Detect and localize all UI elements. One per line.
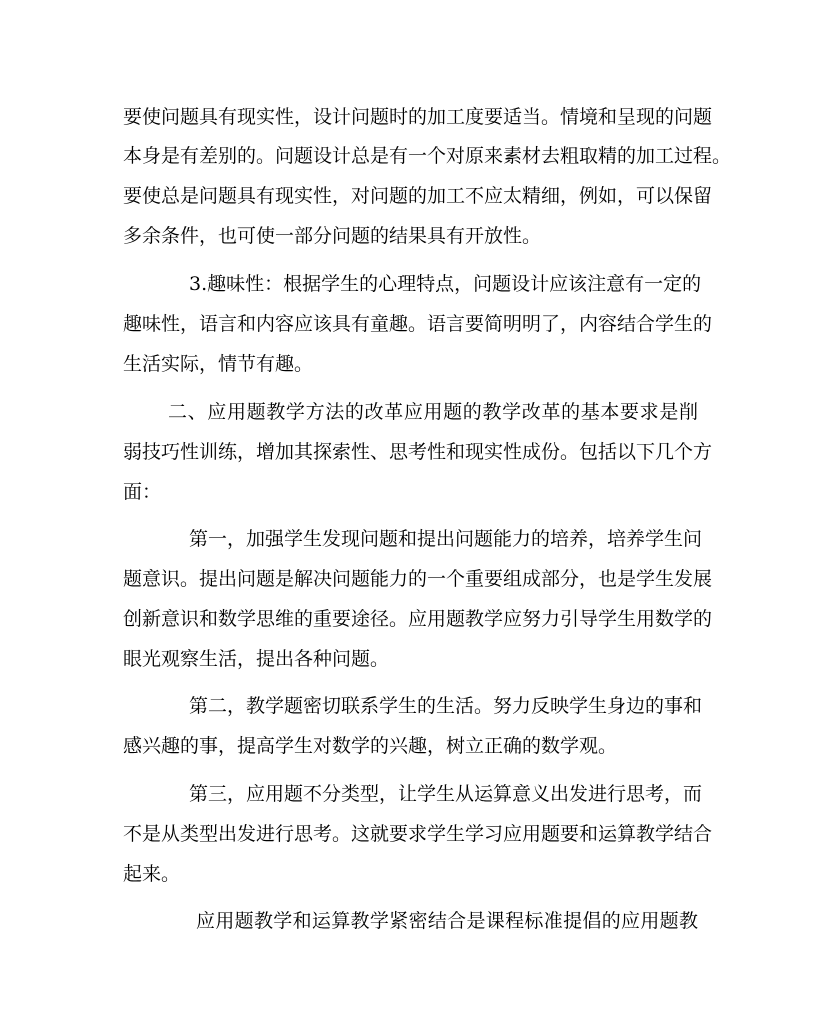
paragraph-1-line-3: 要使总是问题具有现实性，对问题的加工不应太精细，例如，可以保留 bbox=[123, 185, 713, 207]
paragraph-4-line-2: 题意识。提出问题是解决问题能力的一个重要组成部分，也是学生发展 bbox=[123, 568, 713, 590]
paragraph-2-line-2: 趣味性，语言和内容应该具有童趣。语言要简明明了，内容结合学生的 bbox=[123, 313, 713, 335]
paragraph-3-line-1: 二、应用题教学方法的改革应用题的教学改革的基本要求是削 bbox=[168, 401, 698, 423]
paragraph-2-line-3: 生活实际，情节有趣。 bbox=[123, 353, 314, 375]
paragraph-3-line-2: 弱技巧性训练，增加其探索性、思考性和现实性成份。包括以下几个方 bbox=[123, 441, 713, 463]
paragraph-7-line-1: 应用题教学和运算教学紧密结合是课程标准提倡的应用题教 bbox=[196, 910, 698, 932]
paragraph-4-line-1: 第一，加强学生发现问题和提出问题能力的培养，培养学生问 bbox=[189, 528, 703, 550]
paragraph-1-line-1: 要使问题具有现实性，设计问题时的加工度要适当。情境和呈现的问题 bbox=[123, 106, 713, 128]
paragraph-6-line-3: 起来。 bbox=[123, 863, 181, 885]
paragraph-3-line-3: 面： bbox=[123, 481, 162, 503]
paragraph-2-line-1: 3.趣味性：根据学生的心理特点，问题设计应该注意有一定的 bbox=[189, 273, 702, 295]
paragraph-6-line-2: 不是从类型出发进行思考。这就要求学生学习应用题要和运算教学结合 bbox=[123, 823, 713, 845]
paragraph-4-line-4: 眼光观察生活，提出各种问题。 bbox=[123, 648, 390, 670]
paragraph-6-line-1: 第三，应用题不分类型，让学生从运算意义出发进行思考，而 bbox=[189, 783, 703, 805]
paragraph-1-line-4: 多余条件，也可使一部分问题的结果具有开放性。 bbox=[123, 225, 542, 247]
paragraph-1-line-2: 本身是有差别的。问题设计总是有一个对原来素材去粗取精的加工过程。 bbox=[123, 145, 732, 167]
paragraph-5-line-1: 第二，教学题密切联系学生的生活。努力反映学生身边的事和 bbox=[189, 695, 703, 717]
paragraph-4-line-3: 创新意识和数学思维的重要途径。应用题教学应努力引导学生用数学的 bbox=[123, 608, 713, 630]
paragraph-5-line-2: 感兴趣的事，提高学生对数学的兴趣，树立正确的数学观。 bbox=[123, 735, 618, 757]
